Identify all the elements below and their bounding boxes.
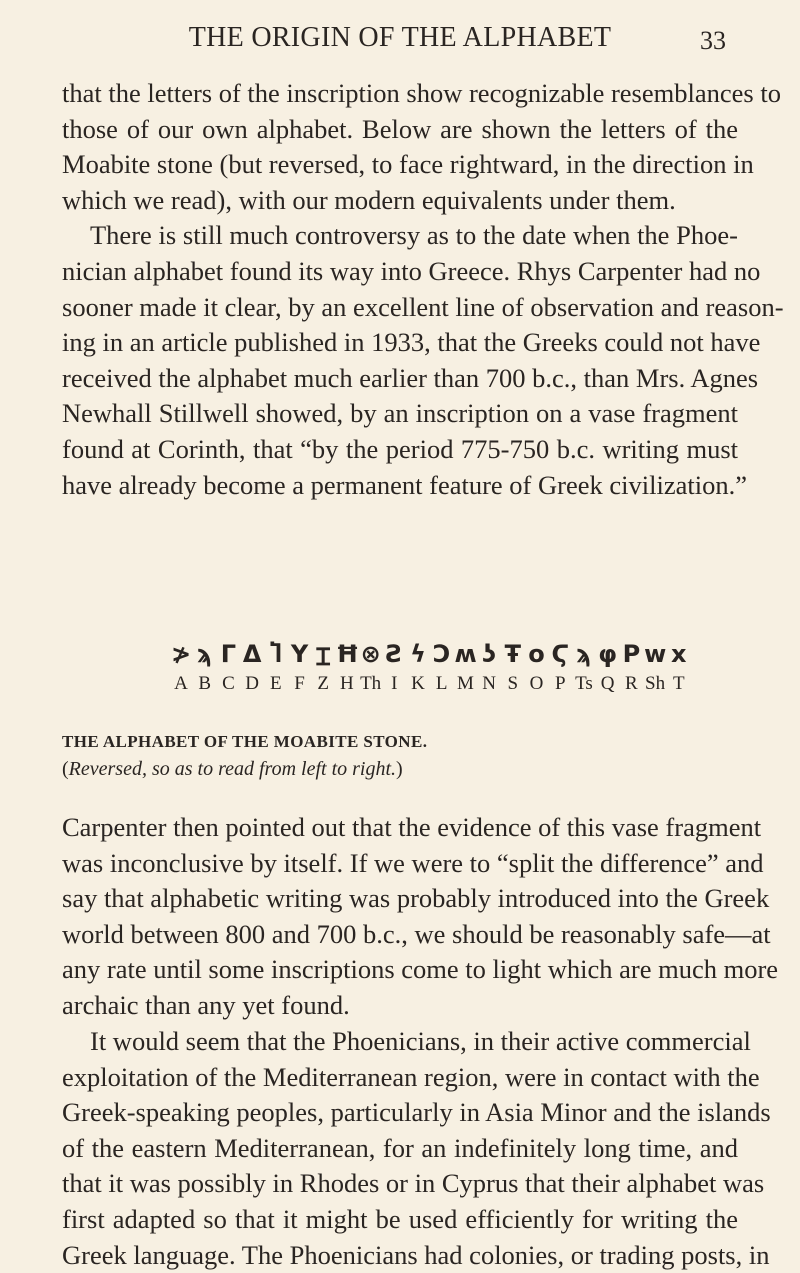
letter-label: H [340, 673, 354, 694]
text-line: There is still much controversy as to the date when the Phoe- [90, 220, 738, 251]
letter-label: B [198, 673, 212, 694]
letter-label: Z [317, 673, 330, 694]
letter-label: R [625, 673, 638, 694]
text-line: was inconclusive by itself. If we were to “split the difference” and [62, 847, 764, 878]
note-close: ) [396, 758, 403, 780]
letter-label: F [294, 673, 305, 694]
moabite-glyph: Ŧ [504, 640, 522, 668]
moabite-glyph: ϟ [410, 640, 426, 668]
note-open: ( [62, 758, 69, 780]
letter-label: Q [600, 673, 615, 694]
running-header [0, 22, 800, 62]
paragraph-1 [62, 76, 784, 503]
text-line: nician alphabet found its way into Greece. Rhys Carpenter had no [62, 255, 761, 286]
moabite-glyph: ʍ [454, 640, 477, 668]
moabite-glyph: x [671, 640, 687, 668]
figure-caption: THE ALPHABET OF THE MOABITE STONE. [62, 732, 428, 751]
letter-label: Sh [645, 673, 666, 694]
text-line: exploitation of the Mediterranean region, were in contact with the [62, 1061, 760, 1092]
moabite-glyph: ϡ [576, 640, 592, 668]
letter-label: D [245, 673, 259, 694]
moabite-glyph: Ɪ [316, 643, 330, 671]
text-line: sooner made it clear, by an excellent line of observation and reason- [62, 291, 784, 322]
moabite-glyph: Ρ [622, 640, 641, 668]
moabite-glyph: φ [598, 640, 618, 668]
running-title: THE ORIGIN OF THE ALPHABET [188, 22, 612, 53]
text-line: It would seem that the Phoenicians, in their active commercial [90, 1026, 751, 1056]
moabite-glyph: Ɔ [432, 640, 451, 668]
letter-label: A [174, 673, 188, 694]
moabite-glyph: Ħ [335, 640, 360, 668]
letter-label: O [529, 673, 544, 694]
moabite-glyph: o [528, 640, 545, 668]
letter-label: N [482, 673, 496, 694]
text-line: world between 800 and 700 b.c., we should be reasonably safe—at [62, 918, 771, 949]
moabite-glyph: Γ [220, 640, 237, 668]
moabite-glyph-row [170, 640, 690, 673]
moabite-glyph: ≯ [170, 640, 192, 668]
letter-label: E [270, 673, 282, 694]
modern-letter-row [170, 673, 690, 695]
moabite-glyph: ʖ [482, 640, 497, 668]
text-line: ing in an article published in 1933, that the Greeks could not have [62, 327, 761, 358]
text-line: received the alphabet much earlier than 700 b.c., than Mrs. Agnes [62, 362, 759, 393]
page-number: 33 [700, 26, 726, 55]
text-line: which we read), with our modern equivalents under them. [62, 184, 676, 215]
moabite-glyph: Ⴈ [270, 640, 282, 668]
moabite-glyph: Δ [242, 640, 262, 668]
text-line: have already become a permanent feature of Greek civilization.” [62, 469, 747, 500]
moabite-glyph: w [644, 640, 667, 668]
moabite-glyph: Ƨ [385, 640, 403, 668]
text-line: any rate until some inscriptions come to light which are much more [62, 954, 779, 985]
letter-label: Ts [575, 673, 593, 694]
letter-label: P [554, 673, 566, 694]
paragraph-3 [62, 1024, 771, 1273]
text-line: Carpenter then pointed out that the evidence of this vase fragment [62, 812, 762, 842]
letter-label: L [435, 673, 448, 694]
letter-label: C [222, 673, 235, 694]
letter-label: K [411, 673, 425, 694]
text-line: of the eastern Mediterranean, for an indefinitely long time, and [62, 1132, 738, 1163]
text-line: that the letters of the inscription show recognizable resemblances to [62, 78, 781, 108]
letter-label: T [672, 673, 685, 694]
moabite-glyph: ⊗ [360, 640, 381, 668]
letter-label: S [507, 673, 519, 694]
text-line: Newhall Stillwell showed, by an inscription on a vase fragment [62, 398, 738, 429]
text-line: found at Corinth, that “by the period 775-750 b.c. writing must [62, 433, 738, 464]
text-line: that it was possibly in Rhodes or in Cyprus that their alphabet was [62, 1168, 765, 1199]
moabite-glyph: ϡ [197, 640, 213, 668]
text-line: archaic than any yet found. [62, 989, 350, 1020]
letter-label: Th [360, 673, 382, 694]
text-line: Moabite stone (but reversed, to face rightward, in the direction in [62, 149, 754, 180]
figure-note [62, 758, 403, 781]
paragraph-2 [62, 810, 779, 1024]
note-text: Reversed, so as to read from left to right. [68, 758, 397, 780]
moabite-glyph: Ϛ [551, 640, 570, 668]
text-line: Greek language. The Phoenicians had colonies, or trading posts, in [62, 1239, 770, 1270]
text-line: Greek-speaking peoples, particularly in Asia Minor and the islands [62, 1097, 771, 1128]
moabite-alphabet-figure [170, 640, 690, 695]
text-line: those of our own alphabet. Below are shown the letters of the [62, 113, 738, 144]
text-line: say that alphabetic writing was probably introduced into the Greek [62, 883, 770, 914]
moabite-glyph: Y [290, 640, 309, 668]
letter-label: M [456, 673, 474, 694]
text-line: first adapted so that it might be used efficiently for writing the [62, 1203, 738, 1234]
letter-label: I [391, 673, 398, 694]
